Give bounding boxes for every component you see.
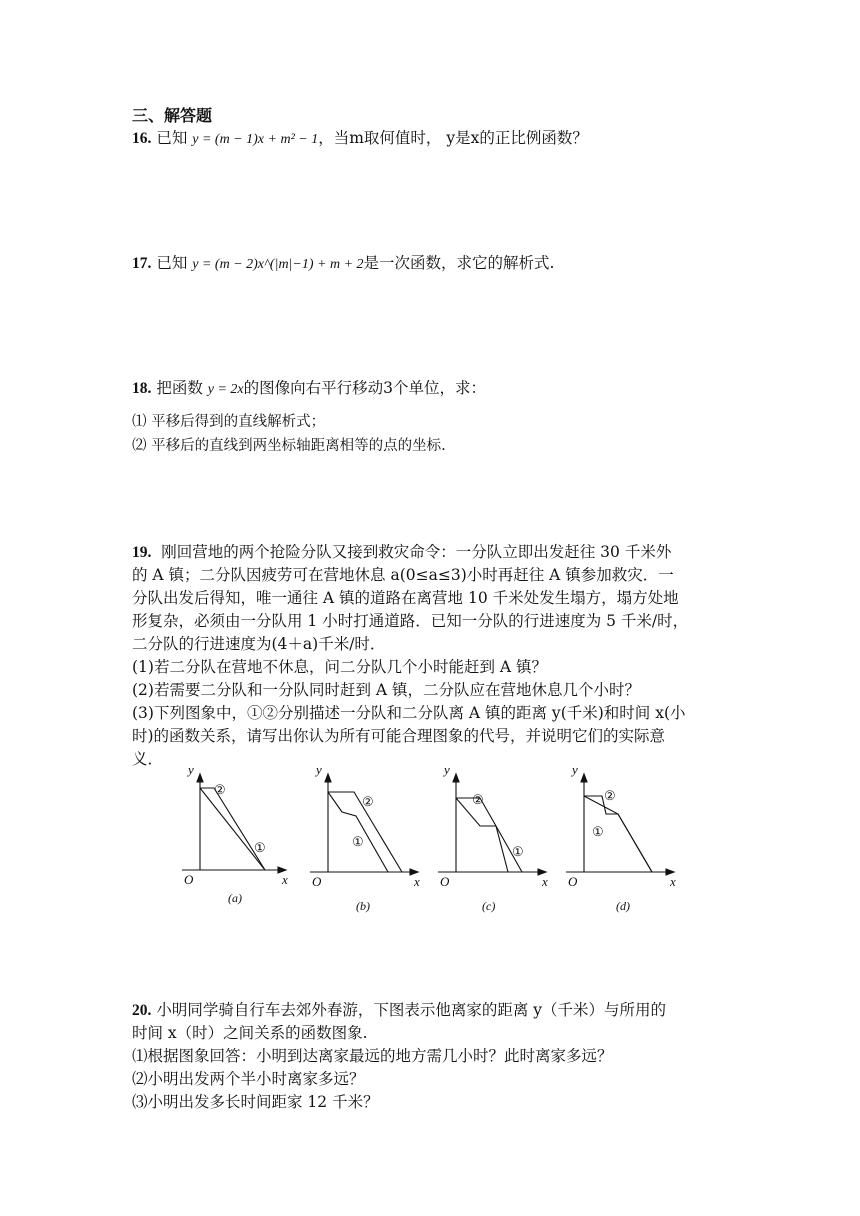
graph-a-caption: (a) <box>228 891 242 905</box>
question-17-number: 17. <box>132 255 152 272</box>
question-19-line: (1)若二分队在营地不休息，问二分队几个小时能赶到 A 镇？ <box>132 658 548 676</box>
graph-c-mark-2: ② <box>472 792 484 807</box>
question-19 <box>132 541 732 771</box>
question-19-line: 二分队的行进速度为(4＋a)千米/时． <box>132 635 386 653</box>
question-18-item-1: ⑴ 平移后得到的直线解析式； <box>132 414 326 430</box>
question-19-line: 分队出发后得知，唯一通往 A 镇的道路在离营地 10 千米处发生塌方，塌方处地 <box>132 589 679 607</box>
graph-d-mark-1: ① <box>592 824 604 839</box>
question-20-line: ⑵小明出发两个半小时离家多远？ <box>132 1070 365 1088</box>
question-17-pre: 已知 <box>156 254 188 272</box>
question-18-item-2: ⑵ 平移后的直线到两坐标轴距离相等的点的坐标. <box>132 438 446 454</box>
graph-a-x-label: x <box>282 872 288 887</box>
graph-b-mark-1: ① <box>352 834 364 849</box>
question-20-line: ⑶小明出发多长时间距家 12 千米？ <box>132 1093 379 1111</box>
question-20-number: 20. <box>132 1002 152 1019</box>
question-17-post: 是一次函数，求它的解析式. <box>363 254 555 272</box>
graph-a-mark-1: ① <box>254 840 266 855</box>
question-20-line: ⑴根据图象回答：小明到达离家最远的地方需几小时？此时离家多远？ <box>132 1047 613 1065</box>
question-18-formula: y = 2x <box>207 382 244 397</box>
question-17 <box>132 252 732 276</box>
question-19-line: 的 A 镇；二分队因疲劳可在营地休息 a(0≤a≤3)小时再赶往 A 镇参加救灾．一 <box>132 566 674 584</box>
question-19-graphs <box>170 760 690 920</box>
graph-d-origin: O <box>568 874 578 889</box>
question-19-line: (3)下列图象中，①②分别描述一分队和二分队离 A 镇的距离 y(千米)和时间 x(小 <box>132 704 686 722</box>
question-18-number: 18. <box>132 380 152 397</box>
question-16-number: 16. <box>132 130 152 147</box>
graph-b-caption: (b) <box>356 899 370 913</box>
question-19-line: 形复杂，必须由一分队用 1 小时打通道路．已知一分队的行进速度为 5 千米/时， <box>132 612 689 630</box>
question-19-line: 时)的函数关系，请写出你认为所有可能合理图象的代号，并说明它们的实际意 <box>132 727 666 745</box>
question-20-line: 20. 小明同学骑自行车去郊外春游，下图表示他离家的距离 y（千米）与所用的 <box>132 1001 666 1019</box>
question-16-pre: 已知 <box>156 129 188 147</box>
graph-d-x-label: x <box>670 874 676 889</box>
question-19-line: (2)若需要二分队和一分队同时赶到 A 镇，二分队应在营地休息几个小时？ <box>132 681 641 699</box>
graph-c-mark-1: ① <box>512 844 524 859</box>
graph-c-y-label: y <box>444 762 450 777</box>
question-19-line: 19. 刚回营地的两个抢险分队又接到救灾命令：一分队立即出发赶往 30 千米外 <box>132 543 672 561</box>
question-19-number: 19. <box>132 544 152 561</box>
question-16-post: ，当m取何值时， y是x的正比例函数？ <box>318 129 588 147</box>
graph-b-mark-2: ② <box>362 794 374 809</box>
question-18-pre: 把函数 <box>156 379 203 397</box>
graph-c-caption: (c) <box>482 899 496 913</box>
graph-c-x-label: x <box>542 874 548 889</box>
graph-d-mark-2: ② <box>604 788 616 803</box>
graph-a <box>182 774 286 873</box>
question-18-post: 的图像向右平行移动3个单位，求： <box>243 379 487 397</box>
graph-a-y-label: y <box>188 762 194 777</box>
graph-b-x-label: x <box>414 874 420 889</box>
section-title: 三、解答题 <box>132 106 213 125</box>
graph-a-origin: O <box>184 872 194 887</box>
graph-c-origin: O <box>440 874 450 889</box>
graph-d-y-label: y <box>572 762 578 777</box>
question-17-formula: y = (m − 2)x^(|m|−1) + m + 2 <box>192 257 364 272</box>
question-20 <box>132 999 732 1114</box>
graph-d-caption: (d) <box>616 899 630 913</box>
graph-d <box>566 774 674 875</box>
question-19-line: 义． <box>132 750 164 768</box>
graph-a-mark-2: ② <box>214 782 226 797</box>
graph-b <box>310 774 418 875</box>
graph-b-origin: O <box>312 874 322 889</box>
question-16-formula: y = (m − 1)x + m² − 1 <box>192 132 319 147</box>
graph-c <box>438 774 546 875</box>
graph-b-y-label: y <box>316 762 322 777</box>
question-16 <box>132 127 732 151</box>
question-18 <box>132 377 732 401</box>
question-20-line: 时间 x（时）之间关系的函数图象. <box>132 1024 368 1042</box>
